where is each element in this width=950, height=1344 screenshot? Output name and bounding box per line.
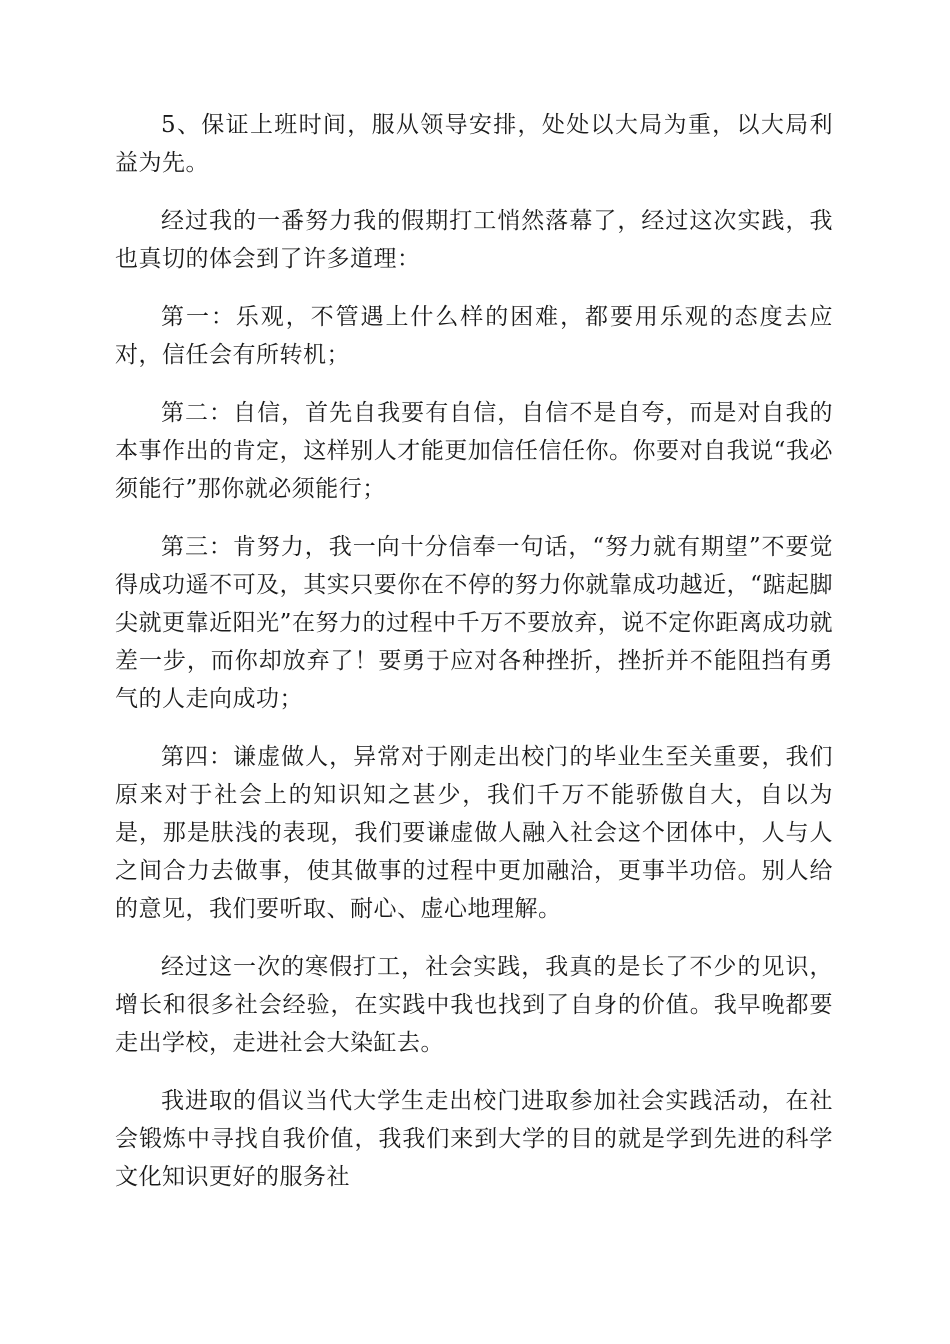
document-body	[115, 106, 833, 1216]
paragraph-point-3: 第三：肯努力，我一向十分信奉一句话，“努力就有期望”不要觉得成功遥不可及，其实只要你在不停的努力你就靠成功越近，“踮起脚尖就更靠近阳光”在努力的过程中千万不要放弃，说不定你距离成功就差一步，而你却放弃了！要勇于应对各种挫折，挫折并不能阻挡有勇气的人走向成功；	[115, 534, 833, 712]
paragraph-point-2: 第二：自信，首先自我要有自信，自信不是自夸，而是对自我的本事作出的肯定，这样别人才能更加信任信任你。你要对自我说“我必须能行”那你就必须能行；	[115, 400, 833, 502]
paragraph-reflection: 经过这一次的寒假打工，社会实践，我真的是长了不少的见识，增长和很多社会经验，在实践中我也找到了自身的价值。我早晚都要走出学校，走进社会大染缸去。	[115, 954, 833, 1056]
paragraph-point-1: 第一：乐观，不管遇上什么样的困难，都要用乐观的态度去应对，信任会有所转机；	[115, 304, 833, 368]
paragraph-summary-intro: 经过我的一番努力我的假期打工悄然落幕了，经过这次实践，我也真切的体会到了许多道理：	[115, 208, 833, 272]
paragraph-item-5: 5、保证上班时间，服从领导安排，处处以大局为重，以大局利益为先。	[115, 112, 833, 176]
paragraph-point-4: 第四：谦虚做人，异常对于刚走出校门的毕业生至关重要，我们原来对于社会上的知识知之甚少，我们千万不能骄傲自大，自以为是，那是肤浅的表现，我们要谦虚做人融入社会这个团体中，人与人之间合力去做事，使其做事的过程中更加融洽，更事半功倍。别人给的意见，我们要听取、耐心、虚心地理解。	[115, 744, 833, 922]
paragraph-proposal: 我进取的倡议当代大学生走出校门进取参加社会实践活动，在社会锻炼中寻找自我价值，我我们来到大学的目的就是学到先进的科学文化知识更好的服务社	[115, 1088, 833, 1190]
